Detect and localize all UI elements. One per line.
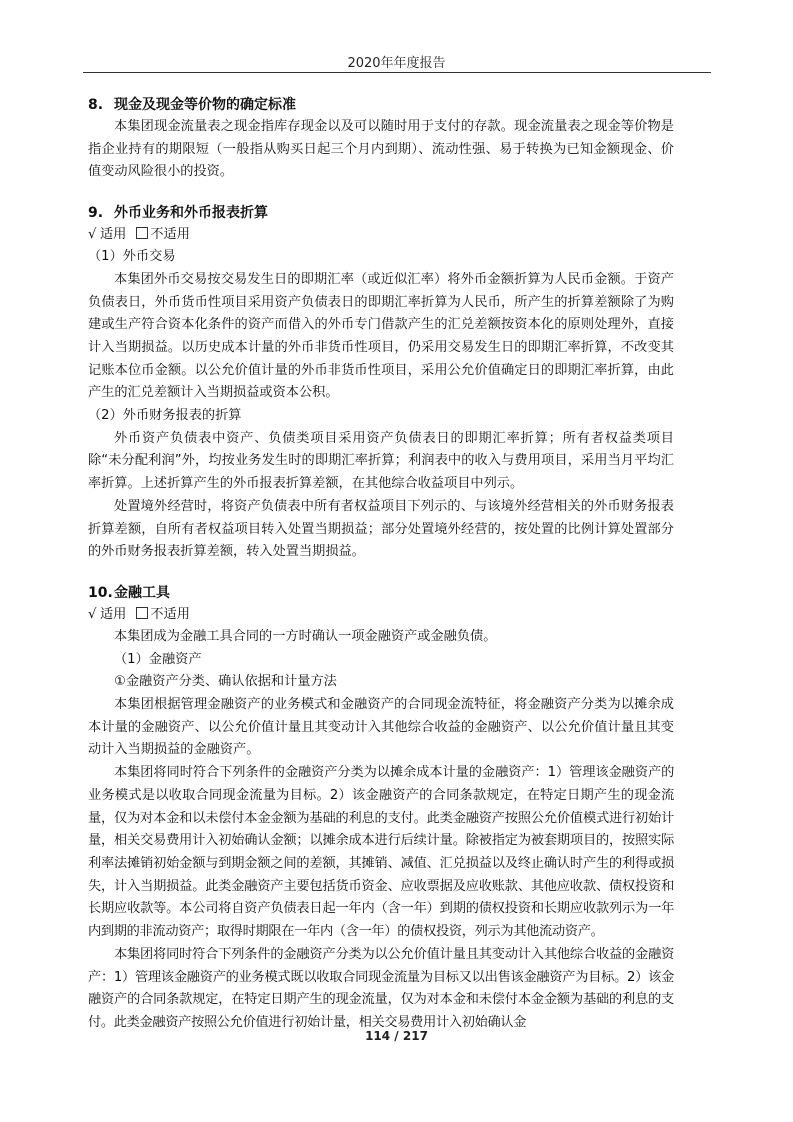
section-10-heading: [88, 582, 674, 604]
section-number: 9.: [88, 205, 104, 222]
not-applicable-label: 不适用: [150, 227, 190, 243]
subsection-heading: （1）外币交易: [88, 249, 176, 265]
document-body: [88, 94, 674, 1035]
section-10-paragraph-2: 本集团将同时符合下列条件的金融资产分类为以摊余成本计量的金融资产：1）管理该金融资产的业务模式是以收取合同现金流量为目标。2）该金融资产的合同条款规定，在特定日期产生的现金流量，仅为对本金和以未偿付本金金额为基础的利息的支付。此类金融资产按照公允价值模式进行初始计量，相关交易费用计入初始确认金额；以摊余成本进行后续计量。除被指定为被套期项目的，按照实际利率法摊销初始金额与到期金额之间的差额，其摊销、减值、汇兑损益以及终止确认时产生的利得或损失，计入当期损益。此类金融资产主要包括货币资金、应收票据及应收账款、其他应收款、债权投资和长期应收款等。本公司将自资产负债表日起一年内（含一年）到期的债权投资和长期应收款列示为一年内到期的非流动资产；取得时期限在一年内（含一年）的债权投资，列示为其他流动资产。: [88, 765, 674, 940]
subsection-heading: （1）金融资产: [114, 651, 202, 667]
section-10-paragraph-1: 本集团根据管理金融资产的业务模式和金融资产的合同现金流特征，将金融资产分类为以摊余成本计量的金融资产、以公允价值计量且其变动计入其他综合收益的金融资产、以公允价值计量且其变动计入当期损益的金融资产。: [88, 697, 674, 758]
applicable-label: 适用: [100, 606, 127, 622]
applicability-options: [88, 224, 674, 246]
section-8-heading: [88, 94, 674, 116]
section-title: 现金及现金等价物的确定标准: [114, 97, 296, 113]
section-9-paragraph-3: 处置境外经营时，将资产负债表中所有者权益项目下列示的、与该境外经营相关的外币财务报表折算差额，自所有者权益项目转入处置当期损益；部分处置境外经营的，按处置的比例计算处置部分的外币财务报表折算差额，转入处置当期损益。: [88, 498, 674, 560]
section-10-intro: 本集团成为金融工具合同的一方时确认一项金融资产或金融负债。: [114, 628, 497, 644]
section-9-paragraph-1: 本集团外币交易按交易发生日的即期汇率（或近似汇率）将外币金额折算为人民币金额。于资产负债表日，外币货币性项目采用资产负债表日的即期汇率折算为人民币，所产生的折算差额除了为购建或生产符合资本化条件的资产而借入的外币专门借款产生的汇兑差额按资本化的原则处理外，直接计入当期损益。以历史成本计量的外币非货币性项目，仍采用交易发生日的即期汇率折算，不改变其记账本位币金额。以公允价值计量的外币非货币性项目，采用公允价值确定日的即期汇率折算，由此产生的汇兑差额计入当期损益或资本公积。: [88, 271, 674, 401]
section-8-paragraph: 本集团现金流量表之现金指库存现金以及可以随时用于支付的存款。现金流量表之现金等价物是指企业持有的期限短（一般指从购买日起三个月内到期）、流动性强、易于转换为已知金额现金、价值变动风险很小的投资。: [88, 119, 674, 180]
check-mark-icon: √: [88, 227, 97, 243]
section-9-paragraph-2: 外币资产负债表中资产、负债类项目采用资产负债表日的即期汇率折算；所有者权益类项目除“未分配利润”外，均按业务发生时的即期汇率折算；利润表中的收入与费用项目，采用当月平均汇率折算。上述折算产生的外币报表折算差额，在其他综合收益项目中列示。: [88, 430, 674, 492]
section-10-paragraph-3: 本集团将同时符合下列条件的金融资产分类为以公允价值计量且其变动计入其他综合收益的金融资产：1）管理该金融资产的业务模式既以收取合同现金流量为目标又以出售该金融资产为目标。2）该金融资产的合同条款规定，在特定日期产生的现金流量，仅为对本金和未偿付本金金额为基础的利息的支付。此类金融资产按照公允价值进行初始计量，相关交易费用计入初始确认金: [88, 946, 674, 1030]
section-number: 10.: [88, 584, 113, 601]
section-number: 8.: [88, 97, 104, 113]
empty-checkbox-icon: [136, 227, 148, 239]
section-9-heading: [88, 202, 674, 224]
check-mark-icon: √: [88, 606, 97, 622]
applicable-label: 适用: [100, 227, 127, 243]
empty-checkbox-icon: [136, 607, 148, 619]
page-header: 2020年年度报告: [347, 56, 446, 71]
section-title: 外币业务和外币报表折算: [114, 205, 268, 222]
section-title: 金融工具: [114, 584, 170, 601]
subsection-heading: （2）外币财务报表的折算: [88, 408, 242, 424]
header-rule: [83, 72, 711, 73]
page-number: 114 / 217: [365, 1029, 428, 1043]
not-applicable-label: 不适用: [150, 606, 190, 622]
applicability-options: [88, 604, 674, 626]
subsection-heading: ①金融资产分类、确认依据和计量方法: [114, 674, 337, 690]
